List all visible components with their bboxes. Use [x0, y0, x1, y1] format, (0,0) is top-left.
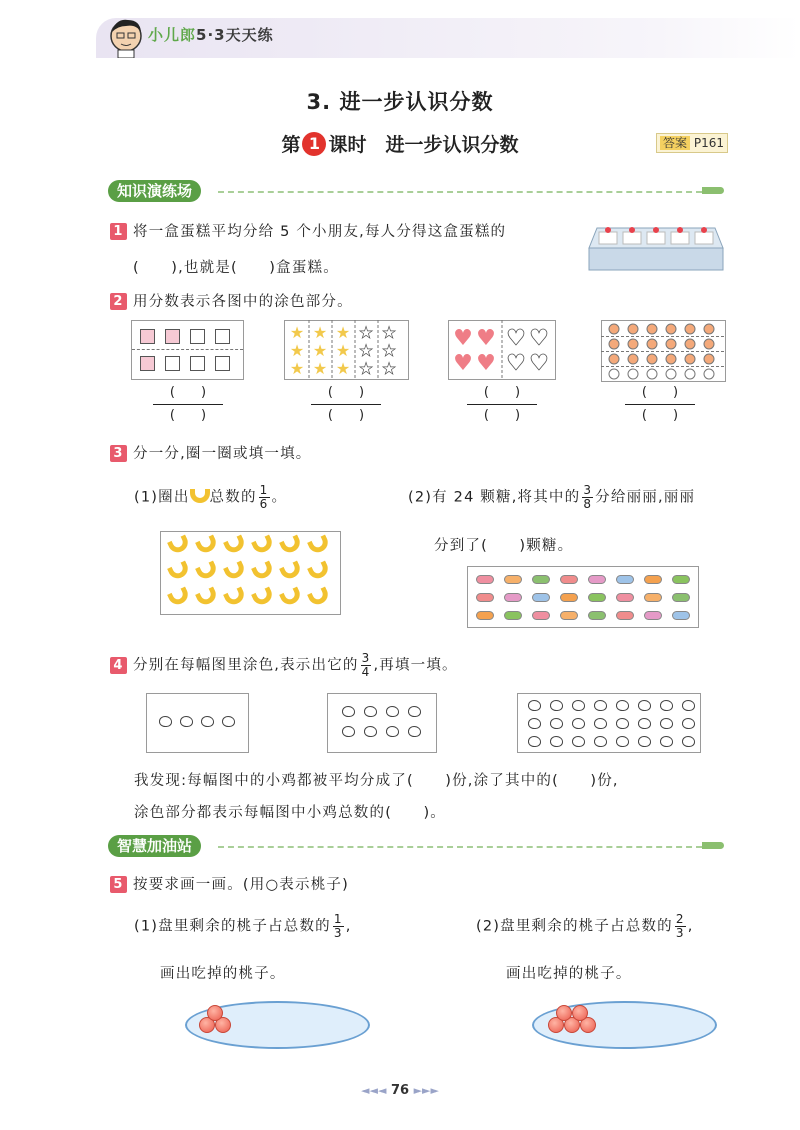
- svg-text:★: ★: [358, 323, 374, 342]
- q2-answer-3[interactable]: ( ) ( ): [467, 384, 537, 425]
- banana-icon: [167, 586, 191, 607]
- chick-icon: [594, 736, 607, 747]
- chick-icon: [528, 718, 541, 729]
- q5-plate-2[interactable]: [532, 1001, 717, 1049]
- svg-text:♥: ♥: [506, 351, 526, 376]
- svg-text:★: ★: [312, 323, 328, 342]
- q2-figure-stars: [284, 320, 409, 380]
- svg-text:♥: ♥: [476, 326, 496, 351]
- svg-text:★: ★: [312, 341, 328, 360]
- banana-icon: [223, 586, 247, 607]
- chick-icon: [638, 736, 651, 747]
- q5-draw-instruction-1: 画出吃掉的桃子。: [160, 966, 286, 982]
- banana-icon: [190, 489, 210, 503]
- banana-icon: [279, 534, 303, 555]
- chick-icon: [386, 726, 399, 737]
- banana-icon: [167, 560, 191, 581]
- candy-icon: [616, 593, 634, 602]
- q5-plate-1[interactable]: [185, 1001, 370, 1049]
- chick-icon: [550, 700, 563, 711]
- q4-chick-box-24[interactable]: [517, 693, 701, 753]
- q5-prompt: 5 按要求画一画。(用○表示桃子): [110, 873, 349, 894]
- q2-answer-4[interactable]: ( ) ( ): [625, 384, 695, 425]
- chick-icon: [682, 718, 695, 729]
- svg-text:★: ★: [289, 323, 305, 342]
- candy-icon: [560, 593, 578, 602]
- candy-icon: [476, 611, 494, 620]
- candy-icon: [672, 575, 690, 584]
- svg-text:♥: ♥: [529, 326, 549, 351]
- banana-icon: [251, 586, 275, 607]
- chick-icon: [660, 736, 673, 747]
- chick-icon: [594, 718, 607, 729]
- chick-icon: [638, 700, 651, 711]
- svg-text:★: ★: [358, 359, 374, 378]
- pencil-icon: [702, 187, 724, 194]
- boy-mascot-icon: [106, 14, 146, 58]
- chick-icon: [660, 718, 673, 729]
- candy-icon: [504, 575, 522, 584]
- section-banner-challenge: 智慧加油站: [108, 835, 201, 857]
- q3-part2-line1: (2)有 24 颗糖,将其中的 $\frac{3}{8}$ 分给丽丽,丽丽: [408, 483, 696, 511]
- banana-icon: [223, 560, 247, 581]
- banana-icon: [279, 560, 303, 581]
- banana-icon: [307, 560, 331, 581]
- chick-icon: [682, 700, 695, 711]
- candy-icon: [588, 593, 606, 602]
- svg-text:♥: ♥: [529, 351, 549, 376]
- candy-icon: [532, 611, 550, 620]
- chick-icon: [550, 736, 563, 747]
- q2-figure-circles: [601, 320, 726, 382]
- banana-icon: [195, 560, 219, 581]
- banana-icon: [195, 534, 219, 555]
- candy-icon: [672, 593, 690, 602]
- answer-reference: 答案 P161: [656, 133, 728, 153]
- chick-icon: [222, 716, 235, 727]
- chick-icon: [616, 718, 629, 729]
- chick-icon: [572, 718, 585, 729]
- banana-icon: [195, 586, 219, 607]
- chick-icon: [528, 700, 541, 711]
- q2-prompt: 2 用分数表示各图中的涂色部分。: [110, 290, 353, 311]
- candy-icon: [644, 611, 662, 620]
- svg-text:♥: ♥: [453, 326, 473, 351]
- q3-banana-box: [160, 531, 341, 615]
- candy-icon: [476, 593, 494, 602]
- chick-icon: [594, 700, 607, 711]
- candy-icon: [644, 593, 662, 602]
- lesson-number-badge: 1: [302, 132, 326, 156]
- chick-icon: [408, 706, 421, 717]
- candy-icon: [588, 575, 606, 584]
- q2-figure-squares: [131, 320, 244, 380]
- banana-icon: [279, 586, 303, 607]
- q3-prompt: 3 分一分,圈一圈或填一填。: [110, 442, 312, 463]
- candy-icon: [476, 575, 494, 584]
- brand-title: 小儿郎5·3天天练: [148, 26, 274, 44]
- chick-icon: [364, 726, 377, 737]
- banana-icon: [307, 586, 331, 607]
- candy-icon: [560, 575, 578, 584]
- svg-text:★: ★: [289, 341, 305, 360]
- candy-icon: [616, 611, 634, 620]
- candy-icon: [588, 611, 606, 620]
- chick-icon: [572, 736, 585, 747]
- banana-icon: [251, 560, 275, 581]
- chick-icon: [364, 706, 377, 717]
- chick-icon: [550, 718, 563, 729]
- chick-icon: [342, 706, 355, 717]
- svg-text:★: ★: [381, 323, 397, 342]
- chick-icon: [660, 700, 673, 711]
- chick-icon: [386, 706, 399, 717]
- page-number: ◄◄◄ 76 ►►►: [361, 1083, 439, 1098]
- section-divider: [218, 846, 702, 848]
- chick-icon: [528, 736, 541, 747]
- banana-icon: [223, 534, 247, 555]
- q1-line1: 1 将一盒蛋糕平均分给 5 个小朋友,每人分得这盒蛋糕的: [110, 220, 506, 241]
- svg-text:★: ★: [335, 341, 351, 360]
- svg-text:★: ★: [381, 359, 397, 378]
- q1-line2: ( ),也就是( )盒蛋糕。: [133, 260, 339, 276]
- chick-icon: [616, 700, 629, 711]
- banana-icon: [167, 534, 191, 555]
- q5-draw-instruction-2: 画出吃掉的桃子。: [506, 966, 632, 982]
- candy-icon: [504, 593, 522, 602]
- candy-icon: [532, 575, 550, 584]
- chick-icon: [682, 736, 695, 747]
- chick-icon: [342, 726, 355, 737]
- svg-text:★: ★: [381, 341, 397, 360]
- svg-text:★: ★: [335, 323, 351, 342]
- section-banner-practice: 知识演练场: [108, 180, 201, 202]
- svg-text:♥: ♥: [453, 351, 473, 376]
- q3-part2-line2: 分到了( )颗糖。: [434, 538, 574, 554]
- candy-icon: [644, 575, 662, 584]
- chick-icon: [180, 716, 193, 727]
- section-divider: [218, 191, 702, 193]
- svg-text:★: ★: [335, 359, 351, 378]
- chick-icon: [638, 718, 651, 729]
- candy-icon: [560, 611, 578, 620]
- q4-prompt: 4 分别在每幅图里涂色,表示出它的 $\frac{3}{4}$ ,再填一填。: [110, 652, 458, 679]
- q2-figure-hearts: [448, 320, 556, 380]
- candy-icon: [504, 611, 522, 620]
- q4-chick-box-8[interactable]: [327, 693, 437, 753]
- chick-icon: [408, 726, 421, 737]
- q2-answer-2[interactable]: ( ) ( ): [311, 384, 381, 425]
- q4-finding-line2: 涂色部分都表示每幅图中小鸡总数的( )。: [134, 805, 447, 821]
- q4-finding-line1: 我发现:每幅图中的小鸡都被平均分成了( )份,涂了其中的( )份,: [134, 773, 619, 789]
- svg-text:♥: ♥: [506, 326, 526, 351]
- lesson-title: 第 1 课时 进一步认识分数: [281, 134, 519, 156]
- svg-text:★: ★: [289, 359, 305, 378]
- banana-icon: [307, 534, 331, 555]
- candy-icon: [672, 611, 690, 620]
- chick-icon: [616, 736, 629, 747]
- chick-icon: [572, 700, 585, 711]
- svg-text:★: ★: [312, 359, 328, 378]
- chick-icon: [201, 716, 214, 727]
- q5-part1: (1)盘里剩余的桃子占总数的 $\frac{1}{3}$ ,: [134, 912, 352, 940]
- cake-box-image: [585, 218, 725, 276]
- pencil-icon: [702, 842, 724, 849]
- candy-icon: [616, 575, 634, 584]
- page-title: 3. 进一步认识分数: [306, 90, 494, 114]
- chick-icon: [159, 716, 172, 727]
- q3-part1: (1)圈出 总数的 $\frac{1}{6}$ 。: [134, 483, 288, 511]
- q2-answer-1[interactable]: ( ) ( ): [153, 384, 223, 425]
- svg-text:♥: ♥: [476, 351, 496, 376]
- q3-candy-box: [467, 566, 699, 628]
- q4-chick-box-4[interactable]: [146, 693, 249, 753]
- q5-part2: (2)盘里剩余的桃子占总数的 $\frac{2}{3}$ ,: [476, 912, 694, 940]
- banana-icon: [251, 534, 275, 555]
- svg-text:★: ★: [358, 341, 374, 360]
- candy-icon: [532, 593, 550, 602]
